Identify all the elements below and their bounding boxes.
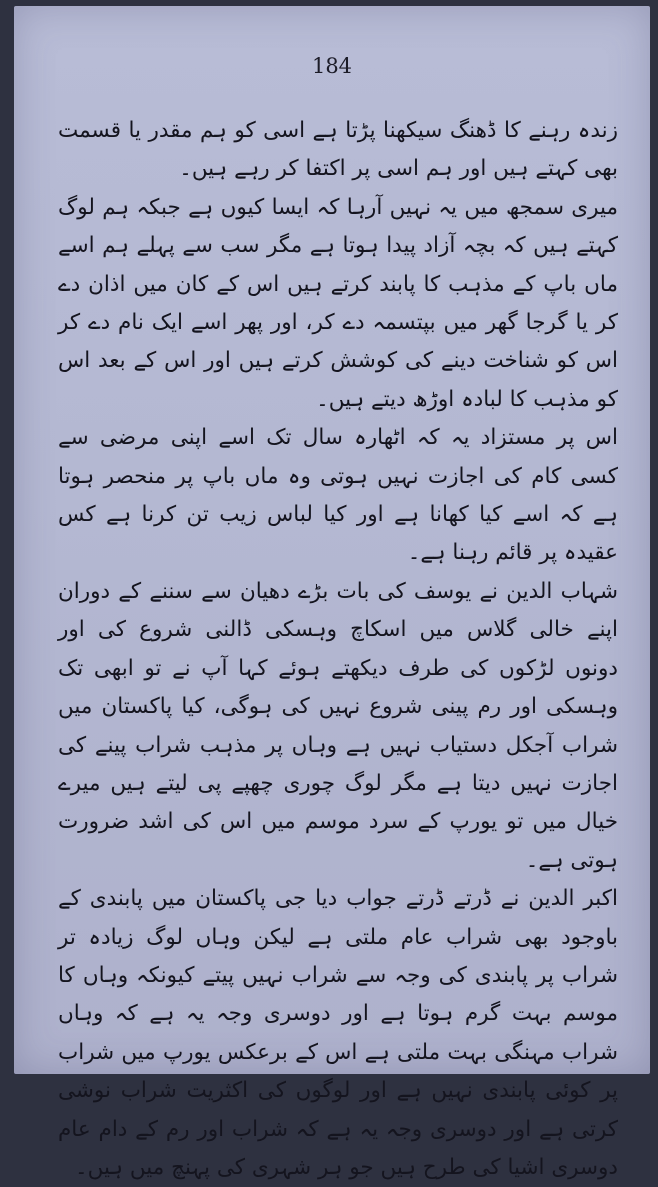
paragraph: میری سمجھ میں یہ نہیں آرہا کہ ایسا کیوں ہے جبکہ ہم لوگ کہتے ہیں کہ بچہ آزاد پیدا ہوتا ہے مگر سب سے پہلے ہم اسے ماں باپ کے مذہب کا پابند کرتے ہیں اس کے کان میں اذان دے کر یا گرجا گھر میں بپتسمہ دے کر، اور پھر اسے ایک نام دے کر اس کو شناخت دینے کی کوشش کرتے ہیں اور اس کے بعد اس کو مذہب کا لبادہ اوڑھ دیتے ہیں۔ (58, 194, 618, 412)
page-body-text (58, 112, 618, 1187)
paragraph: زندہ رہنے کا ڈھنگ سیکھنا پڑتا ہے اسی کو ہم مقدر یا قسمت بھی کہتے ہیں اور ہم اسی پر اکتفا کر رہے ہیں۔ (58, 118, 618, 182)
paragraph: اس پر مستزاد یہ کہ اٹھارہ سال تک اسے اپنی مرضی سے کسی کام کی اجازت نہیں ہوتی وہ ماں باپ پر منحصر ہوتا ہے کہ اسے کیا کھانا ہے اور کیا لباس زیب تن کرنا ہے کس عقیدہ پر قائم رہنا ہے۔ (58, 425, 618, 566)
paragraph: اکبر الدین نے ڈرتے ڈرتے جواب دیا جی پاکستان میں پابندی کے باوجود بھی شراب عام ملتی ہے لیکن وہاں لوگ زیادہ تر شراب پر پابندی کی وجہ سے شراب نہیں پیتے کیونکہ وہاں کا موسم بہت گرم ہوتا ہے اور دوسری وجہ یہ ہے کہ وہاں شراب مہنگی بہت ملتی ہے اس کے برعکس یورپ میں شراب پر کوئی پابندی نہیں ہے اور لوگوں کی اکثریت شراب نوشی کرتی ہے اور دوسری وجہ یہ ہے کہ شراب اور رم کے دام عام دوسری اشیا کی طرح ہیں جو ہر شہری کی پہنچ میں ہیں۔ (58, 886, 618, 1180)
paragraph: شہاب الدین نے یوسف کی بات بڑے دھیان سے سننے کے دوران اپنے خالی گلاس میں اسکاچ وہسکی ڈالنی شروع کی اور دونوں لڑکوں کی طرف دیکھتے ہوئے کہا آپ نے تو ابھی تک وہسکی اور رم پینی شروع نہیں کی ہوگی، کیا پاکستان میں شراب آجکل دستیاب نہیں ہے وہاں پر مذہب شراب پینے کی اجازت نہیں دیتا ہے مگر لوگ چوری چھپے پی لیتے ہیں میرے خیال میں تو یورپ کے سرد موسم میں اس کی اشد ضرورت ہوتی ہے۔ (58, 578, 618, 873)
page-number: 184 (311, 54, 353, 78)
book-page (14, 6, 650, 1180)
